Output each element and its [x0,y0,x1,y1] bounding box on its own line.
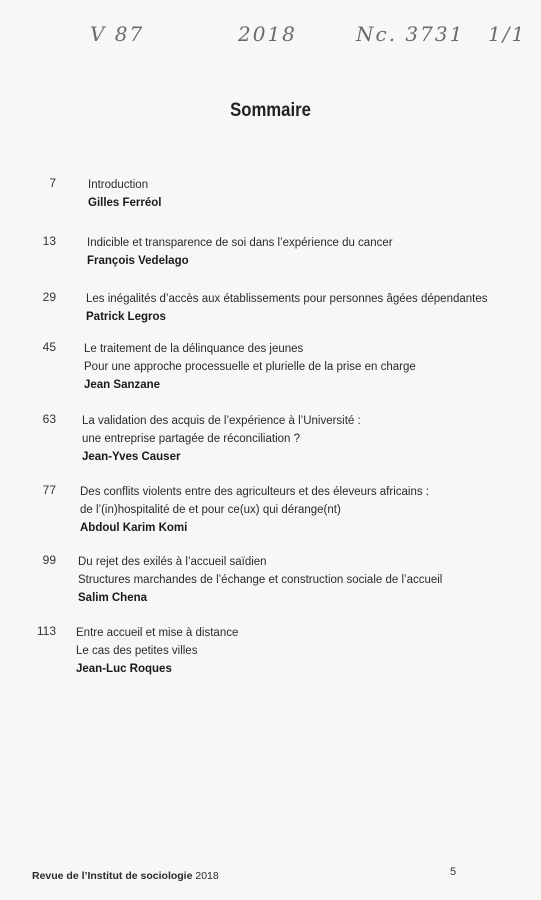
toc-page-number: 113 [36,624,56,638]
toc-title-line: Du rejet des exilés à l’accueil saïdien [78,556,267,568]
toc-title-line: La validation des acquis de l’expérience à l’Université : [82,415,361,427]
toc-title-line: Entre accueil et mise à distance [76,627,239,639]
toc-author: Patrick Legros [86,311,166,323]
toc-author: Gilles Ferréol [88,197,162,209]
toc-author: François Vedelago [87,255,189,267]
toc-title-line: Indicible et transparence de soi dans l’expérience du cancer [87,237,393,249]
handwritten-annotation: 2018 [238,22,297,46]
toc-subtitle-line: de l’(in)hospitalité de et pour ce(ux) qui dérange(nt) [80,504,341,516]
toc-page-number: 29 [42,290,56,304]
toc-subtitle-line: Pour une approche processuelle et plurielle de la prise en charge [84,361,416,373]
toc-author: Jean-Yves Causer [82,451,181,463]
handwritten-annotation: V 87 [90,22,145,46]
toc-title-line: Introduction [88,179,149,191]
toc-title-line: Des conflits violents entre des agriculteurs et des éleveurs africains : [80,486,429,498]
toc-title-line: Les inégalités d’accès aux établissements pour personnes âgées dépendantes [86,293,488,305]
toc-author: Salim Chena [78,592,148,604]
toc-page-number: 7 [49,176,56,190]
toc-page-number: 13 [42,234,56,248]
toc-page-number: 99 [42,553,56,567]
handwritten-annotation: 1/1 [488,22,527,46]
publication-year: 2018 [195,870,219,882]
toc-subtitle-line: une entreprise partagée de réconciliation ? [82,433,301,445]
page-title: Sommaire [230,100,311,121]
publication-name: Revue de l’Institut de sociologie [32,870,193,882]
running-footer [32,870,219,882]
toc-author: Abdoul Karim Komi [80,522,188,534]
toc-title-line: Le traitement de la délinquance des jeunes [84,343,304,355]
toc-subtitle-line: Structures marchandes de l’échange et construction sociale de l’accueil [78,574,443,586]
toc-author: Jean-Luc Roques [76,663,172,675]
toc-page-number: 45 [42,340,56,354]
toc-author: Jean Sanzane [84,379,161,391]
page-number: 5 [450,866,457,878]
toc-page-number: 63 [42,412,56,426]
toc-page-number: 77 [42,483,56,497]
handwritten-annotation: Nc. 3731 [356,22,465,46]
toc-subtitle-line: Le cas des petites villes [76,645,198,657]
